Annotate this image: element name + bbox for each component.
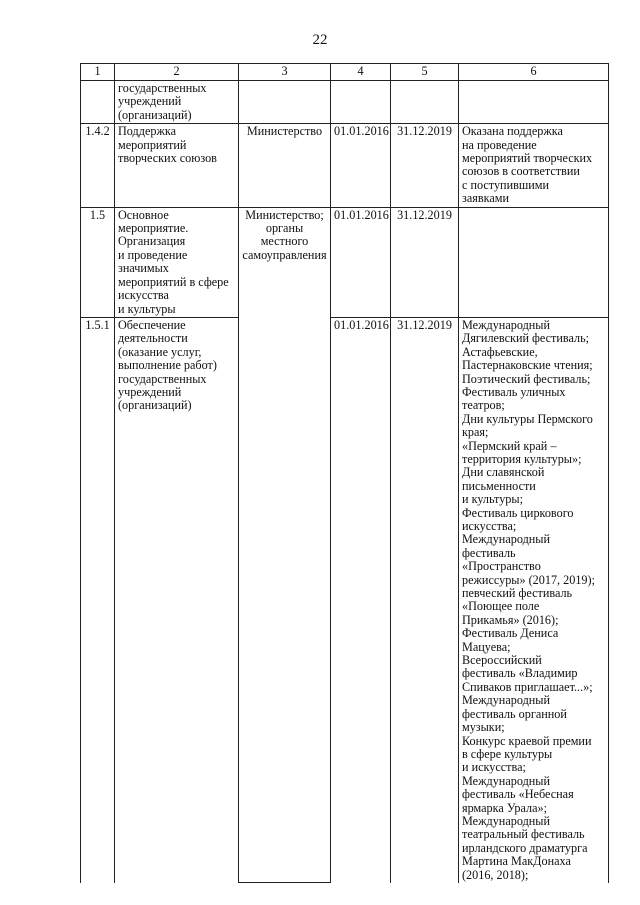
row-start: 01.01.2016: [331, 317, 391, 883]
table-row: [81, 317, 609, 883]
row-name: государственных учреждений (организаций): [115, 81, 239, 124]
header-col-1: 1: [81, 64, 115, 81]
row-number: 1.4.2: [81, 124, 115, 207]
header-col-2: 2: [115, 64, 239, 81]
header-col-6: 6: [459, 64, 609, 81]
row-number: 1.5.1: [81, 317, 115, 883]
row-end: 31.12.2019: [391, 207, 459, 317]
table-row: [81, 207, 609, 317]
row-number: [81, 81, 115, 124]
header-col-4: 4: [331, 64, 391, 81]
row-end: 31.12.2019: [391, 124, 459, 207]
row-number: 1.5: [81, 207, 115, 317]
row-result: Оказана поддержка на проведение мероприятий творческих союзов в соответствии с поступившими заявками: [459, 124, 609, 207]
row-start: [331, 81, 391, 124]
activities-table: [80, 63, 609, 883]
row-name: Обеспечение деятельности (оказание услуг, выполнение работ) государственных учреждений (организаций): [115, 317, 239, 883]
header-col-3: 3: [239, 64, 331, 81]
row-result: [459, 81, 609, 124]
row-name: Поддержка мероприятий творческих союзов: [115, 124, 239, 207]
table-header-row: [81, 64, 609, 81]
header-col-5: 5: [391, 64, 459, 81]
row-end: 31.12.2019: [391, 317, 459, 883]
page-number: 22: [312, 32, 328, 48]
row-result: [459, 207, 609, 317]
row-start: 01.01.2016: [331, 207, 391, 317]
row-executor: [239, 81, 331, 124]
row-executor: Министерство: [239, 124, 331, 207]
row-start: 01.01.2016: [331, 124, 391, 207]
row-executor: Министерство; органы местного самоуправления: [239, 207, 331, 883]
row-name: Основное мероприятие. Организация и проведение значимых мероприятий в сфере искусства и культуры: [115, 207, 239, 317]
row-end: [391, 81, 459, 124]
table-row: [81, 81, 609, 124]
table-row: [81, 124, 609, 207]
row-result: Международный Дягилевский фестиваль; Астафьевские, Пастернаковские чтения; Поэтический фестиваль; Фестиваль уличных театров; Дни культуры Пермского края; «Пермский край – территория культуры»; Дни славянской письменности и культуры; Фестиваль циркового искусства; Международный фестиваль «Пространство режиссуры» (2017, 2019); певческий фестиваль «Поющее поле Прикамья» (2016); Фестиваль Дениса Мацуева; Всероссийский фестиваль «Владимир Спиваков приглашает...»; Международный фестиваль органной музыки; Конкурс краевой премии в сфере культуры и искусства; Международный фестиваль «Небесная ярмарка Урала»; Международный театральный фестиваль ирландского драматурга Мартина МакДонаха (2016, 2018);: [459, 317, 609, 883]
